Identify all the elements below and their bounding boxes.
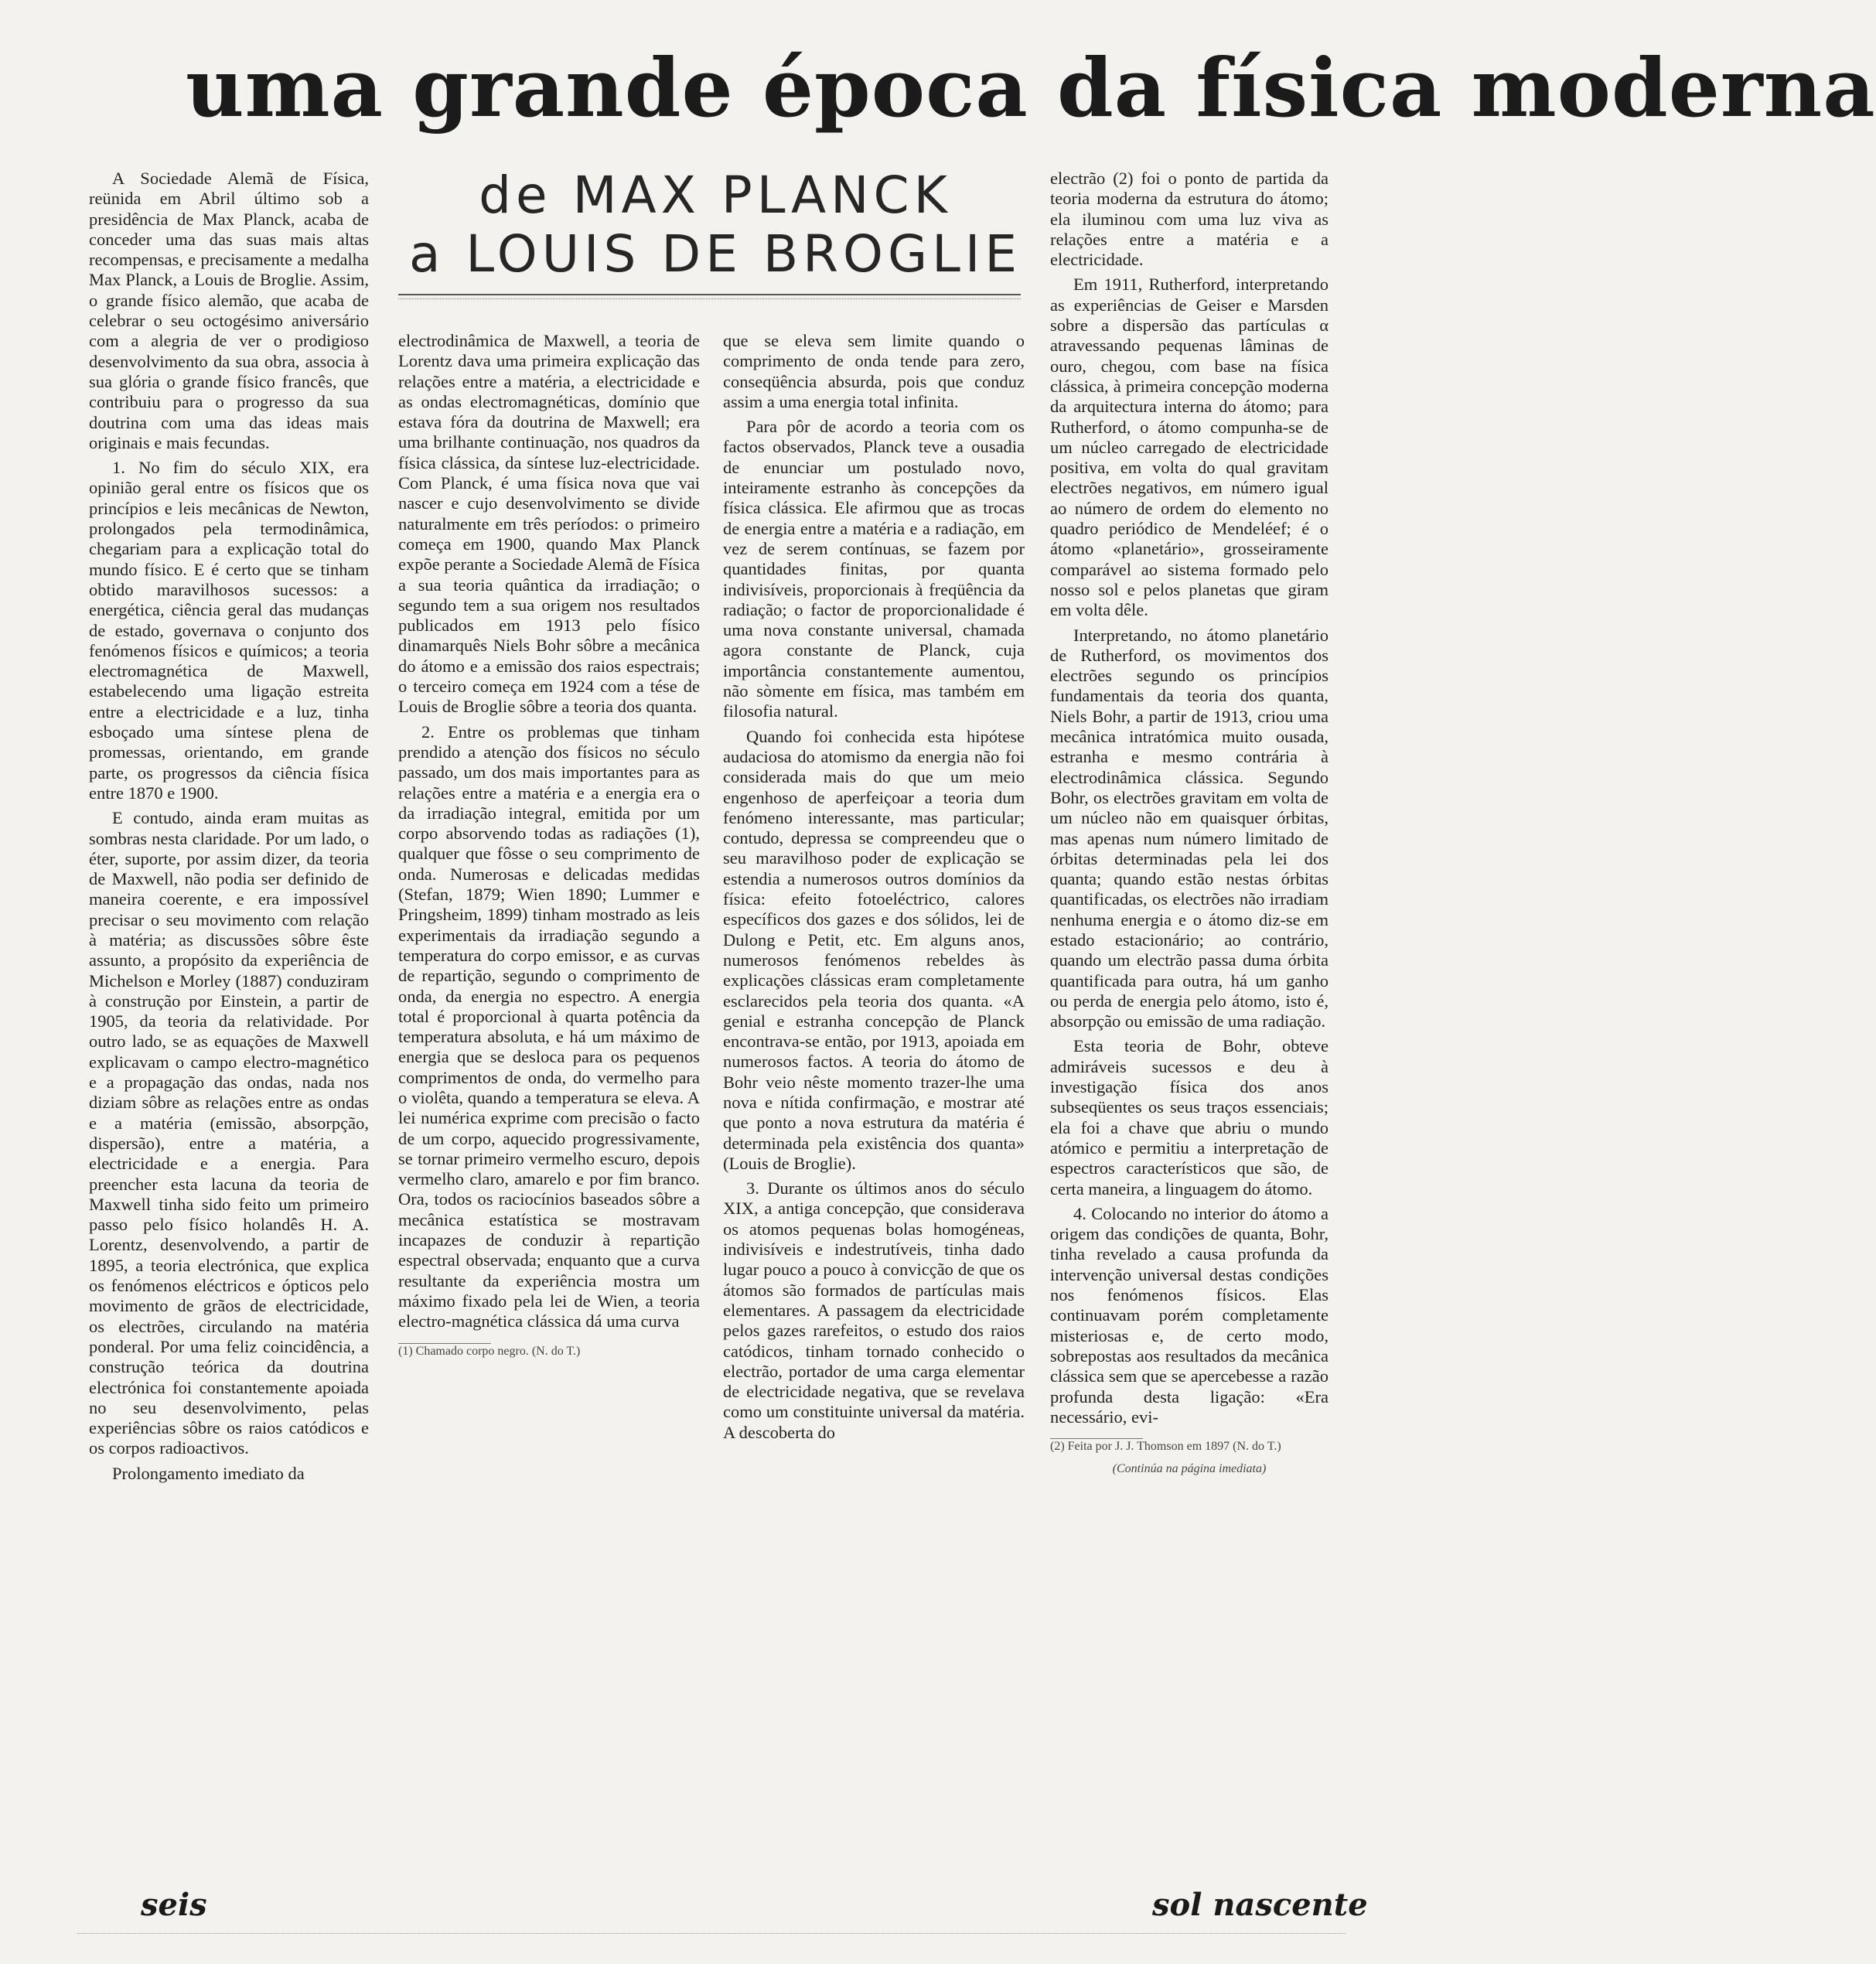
column-1 xyxy=(89,169,369,1484)
paragraph: Prolongamento imediato da xyxy=(112,1463,305,1483)
footnote-1: (1) Chamado corpo negro. (N. do T.) xyxy=(398,1344,581,1358)
paragraph: Em 1911, Rutherford, interpretando as experiências de Geiser e Marsden sobre a dispersão das partículas α atravessando pequenas lâminas de ouro, chegou, com base na física clássica, à primeira concepção moderna da arquitectura interna do átomo; para Rutherford, o átomo compunha-se de um núcleo carregado de electricidade positiva, em volta do qual gravitam electrões negativos, em número igual ao número de ordem do elemento no quadro periódico de Mendeléef; é o átomo «planetário», grosseiramente comparável ao sistema formado pelo nosso sol e pelos planetas que giram em volta dêle. xyxy=(1050,274,1329,620)
article-headline: uma grande época da física moderna xyxy=(186,40,1876,135)
paragraph: Quando foi conhecida esta hipótese audaciosa do atomismo da energia não foi considerada mais do que um meio engenhoso de aperfeiçoar a teoria dum fenómeno interessante, mas particular; contudo, depressa se compreendeu que o seu maravilhoso poder de explicação se estendia a numerosos outros domínios da física: efeito fotoeléctrico, calores específicos dos gazes e dos sólidos, lei de Dulong e Petit, etc. Em alguns anos, numerosos fenómenos rebeldes às explicações clássicas eram completamente esclarecidos pela teoria dos quanta. «A genial e estranha concepção de Planck encontrava-se então, por 1913, apoiada em numerosos factos. A teoria do átomo de Bohr veio nêste momento trazer-lhe uma nova e nítida confirmação, e mostrar até que ponto a nova estrutura da matéria é determinada pela existência dos quanta» (Louis de Broglie). xyxy=(723,726,1025,1173)
paragraph: Interpretando, no átomo planetário de Rutherford, os movimentos dos electrões segundo os princípios fundamentais da teoria dos quanta, Niels Bohr, a partir de 1913, criou uma mecânica intratómica muito ousada, estranha e mesmo contrária à electrodinâmica clássica. Segundo Bohr, os electrões gravitam em volta de um núcleo não em quaisquer órbitas, mas apenas num número limitado de órbitas determinadas pela lei dos quanta; quando estão nestas órbitas quantificadas, os electrões não irradiam nenhuma energia e o átomo diz-se em estado estacionário; ao contrário, quando um electrão passa duma órbita quantificada para outra, há um ganho ou perda de energia pelo átomo, isto é, absorpção ou emissão de uma radiação. xyxy=(1050,625,1329,1031)
column-3 xyxy=(723,331,1025,1443)
subtitle-line-1: de MAX PLANCK xyxy=(479,165,952,225)
subtitle-rule xyxy=(398,294,1021,295)
paragraph: Esta teoria de Bohr, obteve admiráveis sucessos e deu à investigação física dos anos subseqüentes os seus traços essenciais; ela foi a chave que abriu o mundo atómico e permitiu a interpretação de espectros característicos que são, de certa maneira, a linguagem do átomo. xyxy=(1050,1036,1329,1199)
footer-rule xyxy=(77,1933,1346,1934)
paragraph: 1. No fim do século XIX, era opinião geral entre os físicos que os princípios e leis mecânicas de Newton, prolongados pela termodinâmica, chegariam para a explicação total do mundo físico. E é certo que se tinham obtido maravilhosos sucessos: a energética, ciência geral das mudanças de estado, governava o conjunto dos fenómenos físicos e químicos; a teoria electromagnética de Maxwell, estabelecendo uma ligação estreita entre a electricidade e a luz, tinha esboçado uma síntese plena de promessas, orientando, em grande parte, os progressos da ciência física entre 1870 e 1900. xyxy=(89,458,369,803)
paragraph: electrodinâmica de Maxwell, a teoria de Lorentz dava uma primeira explicação das relações entre a matéria, a electricidade e as ondas electromagnéticas, domínio que estava fóra da doutrina de Maxwell; era uma brilhante continuação, nos quadros da física clássica, da síntese luz-electricidade. Com Planck, é uma física nova que vai nascer e cujo desenvolvimento se divide naturalmente em três períodos: o primeiro começa em 1900, quando Max Planck expõe perante a Sociedade Alemã de Física a sua teoria quântica da irradiação; o segundo tem a sua origem nos resultados publicados em 1913 pelo físico dinamarquês Niels Bohr sôbre a mecânica do átomo e a emissão dos raios espectrais; o terceiro começa em 1924 com a tése de Louis de Broglie sôbre a teoria dos quanta. xyxy=(398,331,700,717)
continued-note: (Continúa na página imediata) xyxy=(1112,1462,1267,1476)
paragraph: A Sociedade Alemã de Física, reünida em Abril último sob a presidência de Max Planck, acaba de conceder uma das suas mais altas recompensas, e precisamente a medalha Max Planck, a Louis de Broglie. Assim, o grande físico alemão, que acaba de celebrar o seu octogésimo aniversário com a alegria de ver o prodigioso desenvolvimento da sua obra, associa à sua glória o grande físico francês, que contribuiu para o progresso da sua doutrina com uma das ideas mais originais e mais fecundas. xyxy=(89,169,369,452)
subtitle-line-2: a LOUIS DE BROGLIE xyxy=(408,224,1022,284)
paragraph: que se eleva sem limite quando o comprimento de onda tende para zero, conseqüência absurda, pois que conduz assim a uma energia total infinita. xyxy=(723,331,1025,411)
column-2 xyxy=(398,331,700,1359)
paragraph: Para pôr de acordo a teoria com os factos observados, Planck teve a ousadia de enunciar um postulado novo, inteiramente estranho às concepções da física clássica. Ele afirmou que as trocas de energia entre a matéria e a radiação, em vez de serem contínuas, se fazem por quantidades finitas, por quanta indivisíveis, proporcionais à freqüência da radiação; o factor de proporcionalidade é uma nova constante universal, chamada agora constante de Planck, cuja importância constantemente aumentou, não sòmente em física, mas também em filosofia natural. xyxy=(723,417,1025,721)
page-number: seis xyxy=(141,1887,207,1923)
magazine-name: sol nascente xyxy=(1152,1887,1368,1923)
paragraph: E contudo, ainda eram muitas as sombras nesta claridade. Por um lado, o éter, suporte, por assim dizer, da teoria de Maxwell, não podia ser definido de maneira coerente, e era impossível precisar o seu movimento com relação à matéria; as discussões sôbre êste assunto, a propósito da experiência de Michelson e Morley (1887) conduziram à construção por Einstein, a partir de 1905, da teoria da relatividade. Por outro lado, se as equações de Maxwell explicavam o campo electro-magnético e a propagação das ondas, nada nos diziam sôbre as relações entre as ondas e a matéria (emissão, absorpção, dispersão), entre a matéria, a electricidade e a energia. Para preencher esta lacuna da teoria de Maxwell tinha sido feito um primeiro passo pelo físico holandês H. A. Lorentz, desenvolvendo, a partir de 1895, a teoria electrónica, que explica os fenómenos eléctricos e ópticos pelo movimento de grãos de electricidade, os electrões, circulando na matéria ponderal. Por uma feliz coincidência, a construção teórica da doutrina electrónica foi constantemente apoiada no seu desenvolvimento, pelas experiências sôbre os raios catódicos e os corpos radioactivos. xyxy=(89,808,369,1458)
paragraph: 2. Entre os problemas que tinham prendido a atenção dos físicos no século passado, um dos mais importantes para as relações entre a matéria e a energia era o da irradiação integral, emitida por um corpo absorvendo todas as radiações (1), qualquer que fôsse o seu comprimento de onda. Numerosas e delicadas medidas (Stefan, 1879; Wien 1890; Lummer e Pringsheim, 1899) tinham mostrado as leis experimentais da irradiação segundo a temperatura do corpo emissor, e as curvas de repartição, segundo o comprimento de onda, da energia no espectro. A energia total é proporcional à quarta potência da temperatura absoluta, e há um máximo de energia que se desloca para os pequenos comprimentos de onda, do vermelho para o violêta, quando a temperatura se eleva. A lei numérica exprime com precisão o facto de um corpo, aquecido progressivamente, se tornar primeiro vermelho escuro, depois vermelho claro, amarelo e por fim branco. Ora, todos os raciocínios baseados sôbre a mecânica estatística se mostravam incapazes de conduzir à repartição espectral observada; enquanto que a curva resultante da experiência mostra um máximo fixado pela lei de Wien, a teoria electro-magnética clássica dá uma curva xyxy=(398,721,700,1331)
subtitle-dotted-rule xyxy=(398,298,1021,299)
paragraph: electrão (2) foi o ponto de partida da teoria moderna da estrutura do átomo; ela iluminou com uma luz viva as relações entre a matéria e a electricidade. xyxy=(1050,169,1329,270)
column-4 xyxy=(1050,169,1329,1479)
paragraph: 4. Colocando no interior do átomo a origem das condições de quanta, Bohr, tinha revelado a causa profunda da intervenção universal destas condições nos fenómenos físicos. Elas continuavam porém completamente misteriosas e, de certo modo, sobrepostas aos resultados da mecânica clássica sem que se apercebesse a razão profunda desta ligação: «Era necessário, evi- xyxy=(1050,1203,1329,1427)
article-subtitle xyxy=(387,166,1044,284)
paragraph: 3. Durante os últimos anos do século XIX, a antiga concepção, que considerava os atomos pequenas bolas homogéneas, indivisíveis e indestrutíveis, tinha dado lugar pouco a pouco à convicção de que os átomos são formados de partículas mais elementares. A passagem da electricidade pelos gazes rarefeitos, o estudo dos raios catódicos, tinham tornado conhecido o electrão, portador de uma carga elementar de electricidade negativa, que se revelava como um constituinte universal da matéria. A descoberta do xyxy=(723,1178,1025,1442)
footnote-2: (2) Feita por J. J. Thomson em 1897 (N. do T.) xyxy=(1050,1440,1281,1454)
